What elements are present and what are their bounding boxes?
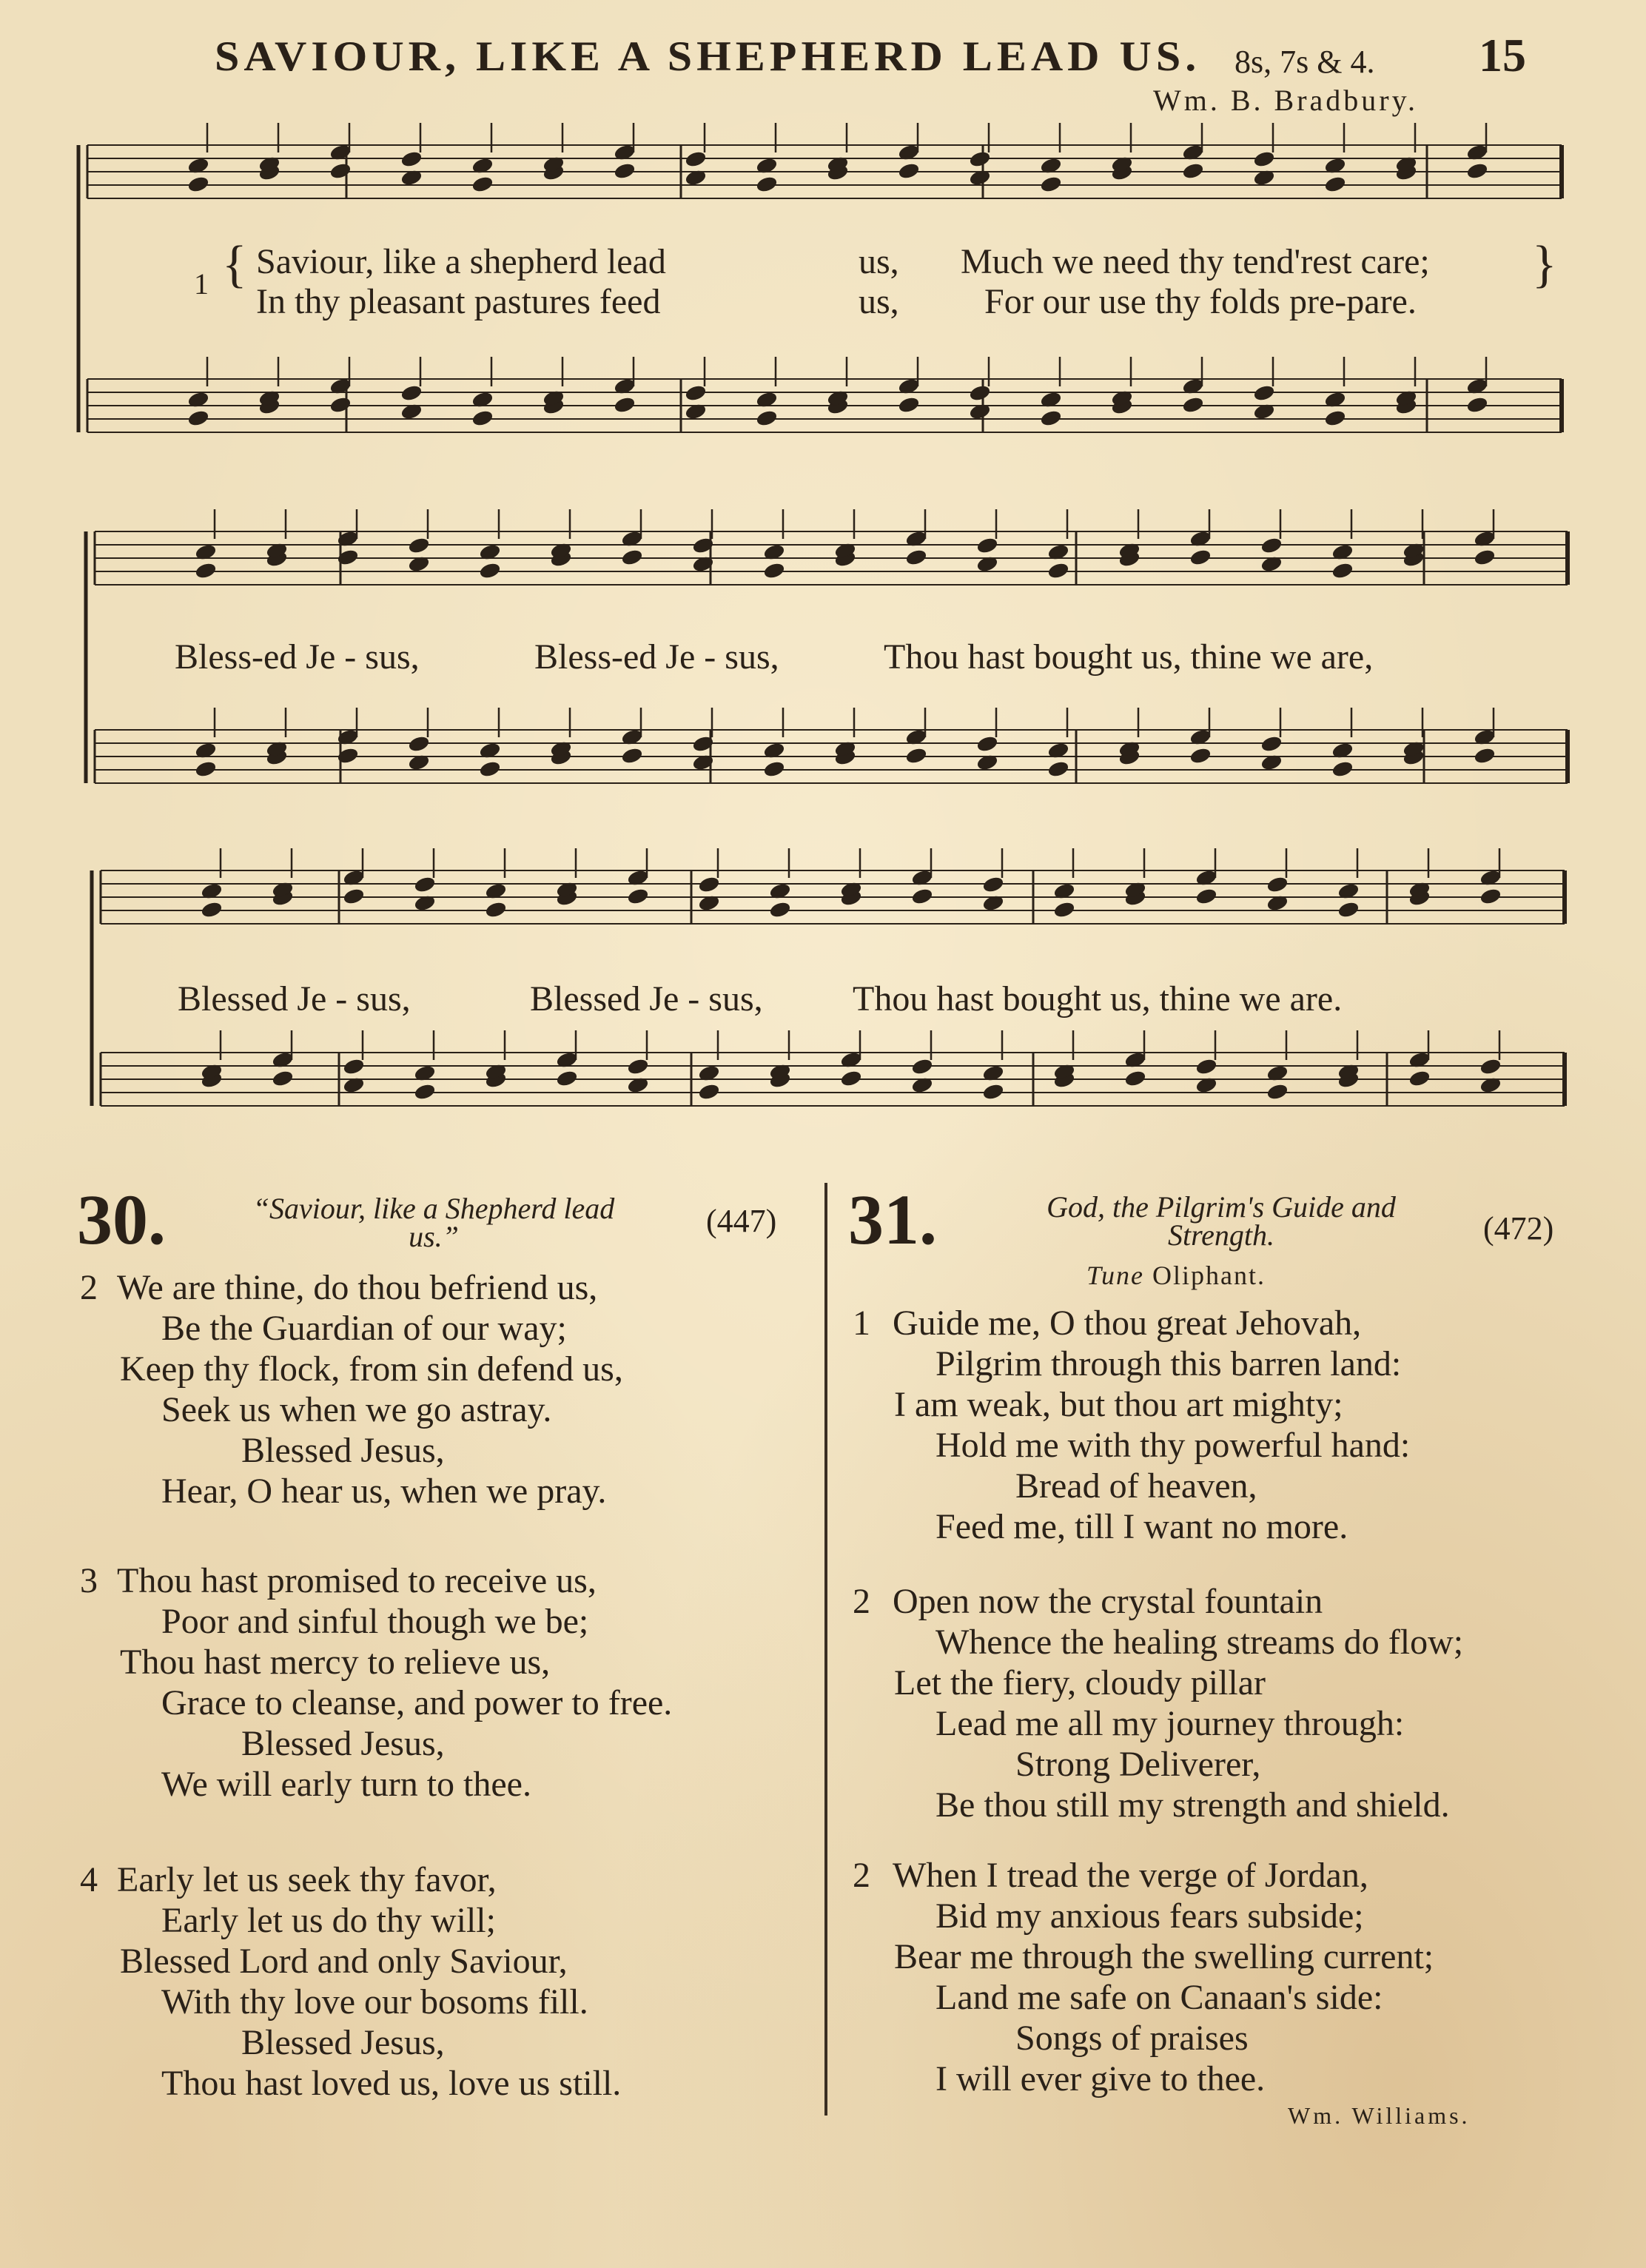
stanza-line: Open now the crystal fountain bbox=[893, 1582, 1323, 1621]
note-head bbox=[471, 409, 494, 427]
note-head bbox=[414, 876, 436, 893]
stanza-line: Lead me all my journey through: bbox=[935, 1704, 1405, 1743]
lyric-s1-l2-c: For our use thy folds pre-pare. bbox=[984, 282, 1417, 321]
stanza-number: 1 bbox=[853, 1304, 870, 1343]
note-head bbox=[479, 562, 501, 580]
stanza-line: Pilgrim through this barren land: bbox=[935, 1344, 1402, 1383]
stanza-line: Be thou still my strength and shield. bbox=[935, 1785, 1450, 1825]
note-head bbox=[898, 162, 920, 180]
note-head bbox=[756, 175, 778, 193]
stanza-line: Guide me, O thou great Jehovah, bbox=[893, 1304, 1362, 1343]
stanza-number: 2 bbox=[80, 1268, 98, 1307]
stanza-line: Strong Deliverer, bbox=[1015, 1745, 1261, 1784]
stanza-line: Seek us when we go astray. bbox=[161, 1390, 552, 1429]
lyric-s1-l2-a: In thy pleasant pastures feed bbox=[256, 282, 661, 321]
note-head bbox=[414, 1083, 436, 1101]
tune-line bbox=[1086, 1260, 1266, 1291]
stanza-number: 3 bbox=[80, 1561, 98, 1600]
stanza-line: Keep thy flock, from sin defend us, bbox=[120, 1349, 623, 1389]
note-head bbox=[911, 888, 933, 905]
note-head bbox=[1324, 175, 1346, 193]
tune-name: Oliphant. bbox=[1152, 1261, 1266, 1290]
lyric-s2-c: Thou hast bought us, thine we are, bbox=[884, 637, 1374, 677]
brace-right: } bbox=[1532, 236, 1557, 293]
stanza-number: 2 bbox=[853, 1582, 870, 1621]
stanza-line: Be the Guardian of our way; bbox=[161, 1309, 567, 1348]
note-head bbox=[982, 876, 1004, 893]
note-head bbox=[1466, 396, 1488, 414]
note-head bbox=[1253, 150, 1275, 168]
lyric-s3-b: Blessed Je - sus, bbox=[530, 979, 763, 1019]
stanza-line: Early let us do thy will; bbox=[161, 1901, 496, 1940]
note-head bbox=[614, 162, 636, 180]
note-head bbox=[1479, 888, 1502, 905]
hymn-30-title-line2: us.” bbox=[409, 1220, 459, 1253]
hymn-30-title bbox=[175, 1192, 693, 1253]
brace-left: { bbox=[222, 236, 247, 293]
stanza-line: Thou hast loved us, love us still. bbox=[161, 2064, 622, 2103]
stanza-line: With thy love our bosoms fill. bbox=[161, 1982, 588, 2022]
note-head bbox=[195, 760, 217, 778]
hymn-tune-title: SAVIOUR, LIKE A SHEPHERD LEAD US. bbox=[215, 33, 1201, 80]
hymn-31-title bbox=[955, 1190, 1488, 1252]
stanza-line: We are thine, do thou befriend us, bbox=[117, 1268, 598, 1307]
note-head bbox=[969, 150, 991, 168]
lyric-s2-a: Bless-ed Je - sus, bbox=[175, 637, 420, 677]
note-head bbox=[1195, 1058, 1217, 1076]
hymn-30-ref: (447) bbox=[706, 1203, 777, 1239]
page-number: 15 bbox=[1479, 29, 1526, 81]
column-divider bbox=[824, 1183, 827, 2116]
note-head bbox=[1474, 548, 1496, 566]
note-head bbox=[1266, 1083, 1289, 1101]
hymn-31-title-line2: Strength. bbox=[1167, 1218, 1275, 1252]
note-head bbox=[840, 1070, 862, 1087]
lyric-s3-c: Thou hast bought us, thine we are. bbox=[853, 979, 1343, 1019]
stanza-line: Whence the healing streams do flow; bbox=[935, 1623, 1464, 1662]
note-head bbox=[1040, 409, 1062, 427]
stanza-line: Hear, O hear us, when we pray. bbox=[161, 1472, 607, 1511]
note-head bbox=[1479, 1058, 1502, 1076]
stanza-line: Hold me with thy powerful hand: bbox=[935, 1426, 1411, 1465]
note-head bbox=[627, 1058, 649, 1076]
note-head bbox=[685, 150, 707, 168]
note-head bbox=[329, 396, 352, 414]
note-head bbox=[1466, 162, 1488, 180]
hymn-31-author: Wm. Williams. bbox=[1288, 2102, 1471, 2129]
note-head bbox=[556, 1070, 578, 1087]
note-head bbox=[201, 901, 223, 919]
lyric-s1-l2-b: us, bbox=[859, 282, 899, 321]
note-head bbox=[408, 735, 430, 753]
stanza-number: 2 bbox=[853, 1856, 870, 1895]
lyric-s2-b: Bless-ed Je - sus, bbox=[534, 637, 779, 677]
meter: 8s, 7s & 4. bbox=[1234, 44, 1375, 80]
note-head bbox=[976, 537, 998, 554]
note-head bbox=[1260, 537, 1283, 554]
note-head bbox=[1040, 175, 1062, 193]
note-head bbox=[621, 747, 643, 765]
note-head bbox=[195, 562, 217, 580]
note-head bbox=[905, 747, 927, 765]
note-head bbox=[408, 537, 430, 554]
stanza-line: Let the fiery, cloudy pillar bbox=[894, 1663, 1266, 1702]
note-head bbox=[1195, 888, 1217, 905]
stanza-line: Land me safe on Canaan's side: bbox=[935, 1978, 1383, 2017]
note-head bbox=[905, 548, 927, 566]
note-head bbox=[343, 888, 365, 905]
note-head bbox=[471, 175, 494, 193]
note-head bbox=[698, 876, 720, 893]
note-head bbox=[969, 384, 991, 402]
note-head bbox=[485, 901, 507, 919]
lyric-s1-l1-b: us, bbox=[859, 242, 899, 281]
stanza-line: Poor and sinful though we be; bbox=[161, 1602, 589, 1641]
note-head bbox=[698, 1083, 720, 1101]
note-head bbox=[614, 396, 636, 414]
hymn-31-title-line1: God, the Pilgrim's Guide and bbox=[1047, 1190, 1396, 1224]
note-head bbox=[763, 760, 785, 778]
stanza-line: I will ever give to thee. bbox=[935, 2059, 1266, 2098]
stanza-line: I am weak, but thou art mighty; bbox=[894, 1385, 1343, 1424]
note-head bbox=[1182, 162, 1204, 180]
stanza-line: Bread of heaven, bbox=[1015, 1466, 1257, 1506]
note-head bbox=[621, 548, 643, 566]
note-head bbox=[1408, 1070, 1431, 1087]
note-head bbox=[1337, 901, 1360, 919]
note-head bbox=[1253, 384, 1275, 402]
hymn-31-number: 31. bbox=[848, 1180, 937, 1259]
stanza-line: When I tread the verge of Jordan, bbox=[893, 1856, 1368, 1895]
lyric-s1-l1-a: Saviour, like a shepherd lead bbox=[256, 242, 666, 281]
note-head bbox=[400, 384, 423, 402]
note-head bbox=[1047, 562, 1069, 580]
note-head bbox=[187, 175, 209, 193]
stanza-line: Thou hast promised to receive us, bbox=[117, 1561, 597, 1600]
stanza-line: Blessed Lord and only Saviour, bbox=[120, 1942, 568, 1981]
tune-label: Tune bbox=[1086, 1261, 1145, 1290]
stanza-number: 4 bbox=[80, 1860, 98, 1899]
note-head bbox=[1331, 760, 1354, 778]
note-head bbox=[1260, 735, 1283, 753]
stanza-line: Thou hast mercy to relieve us, bbox=[120, 1643, 551, 1682]
note-head bbox=[1124, 1070, 1146, 1087]
note-head bbox=[976, 735, 998, 753]
note-head bbox=[898, 396, 920, 414]
note-head bbox=[400, 150, 423, 168]
stanza-line: Songs of praises bbox=[1015, 2019, 1249, 2058]
stanza-line: Bid my anxious fears subside; bbox=[935, 1896, 1364, 1936]
hymn-30-number: 30. bbox=[77, 1180, 166, 1259]
note-head bbox=[756, 409, 778, 427]
note-head bbox=[343, 1058, 365, 1076]
note-head bbox=[1331, 562, 1354, 580]
note-head bbox=[479, 760, 501, 778]
lyric-s1-l1-c: Much we need thy tend'rest care; bbox=[961, 242, 1430, 281]
hymn-30-title-line1: “Saviour, like a Shepherd lead bbox=[252, 1192, 615, 1225]
note-head bbox=[1189, 548, 1212, 566]
note-head bbox=[187, 409, 209, 427]
note-head bbox=[685, 384, 707, 402]
stanza-line: Blessed Jesus, bbox=[241, 1724, 445, 1763]
composer: Wm. B. Bradbury. bbox=[1153, 84, 1419, 117]
note-head bbox=[1189, 747, 1212, 765]
verse-number: 1 bbox=[194, 267, 209, 301]
note-head bbox=[763, 562, 785, 580]
note-head bbox=[769, 901, 791, 919]
note-head bbox=[911, 1058, 933, 1076]
note-head bbox=[1324, 409, 1346, 427]
stanza-line: Bear me through the swelling current; bbox=[894, 1937, 1434, 1976]
stanza-line: Blessed Jesus, bbox=[241, 2023, 445, 2062]
note-head bbox=[272, 1070, 294, 1087]
lyric-s3-a: Blessed Je - sus, bbox=[178, 979, 411, 1019]
note-head bbox=[1053, 901, 1075, 919]
stanza-line: Feed me, till I want no more. bbox=[935, 1507, 1348, 1546]
note-head bbox=[1474, 747, 1496, 765]
note-head bbox=[1182, 396, 1204, 414]
note-head bbox=[982, 1083, 1004, 1101]
hymn-31-ref: (472) bbox=[1483, 1210, 1554, 1247]
note-head bbox=[627, 888, 649, 905]
stanza-line: We will early turn to thee. bbox=[161, 1765, 531, 1804]
note-head bbox=[1266, 876, 1289, 893]
stanza-line: Grace to cleanse, and power to free. bbox=[161, 1683, 673, 1722]
stanza-line: Early let us seek thy favor, bbox=[117, 1860, 497, 1899]
note-head bbox=[1047, 760, 1069, 778]
note-head bbox=[329, 162, 352, 180]
stanza-line: Blessed Jesus, bbox=[241, 1431, 445, 1470]
